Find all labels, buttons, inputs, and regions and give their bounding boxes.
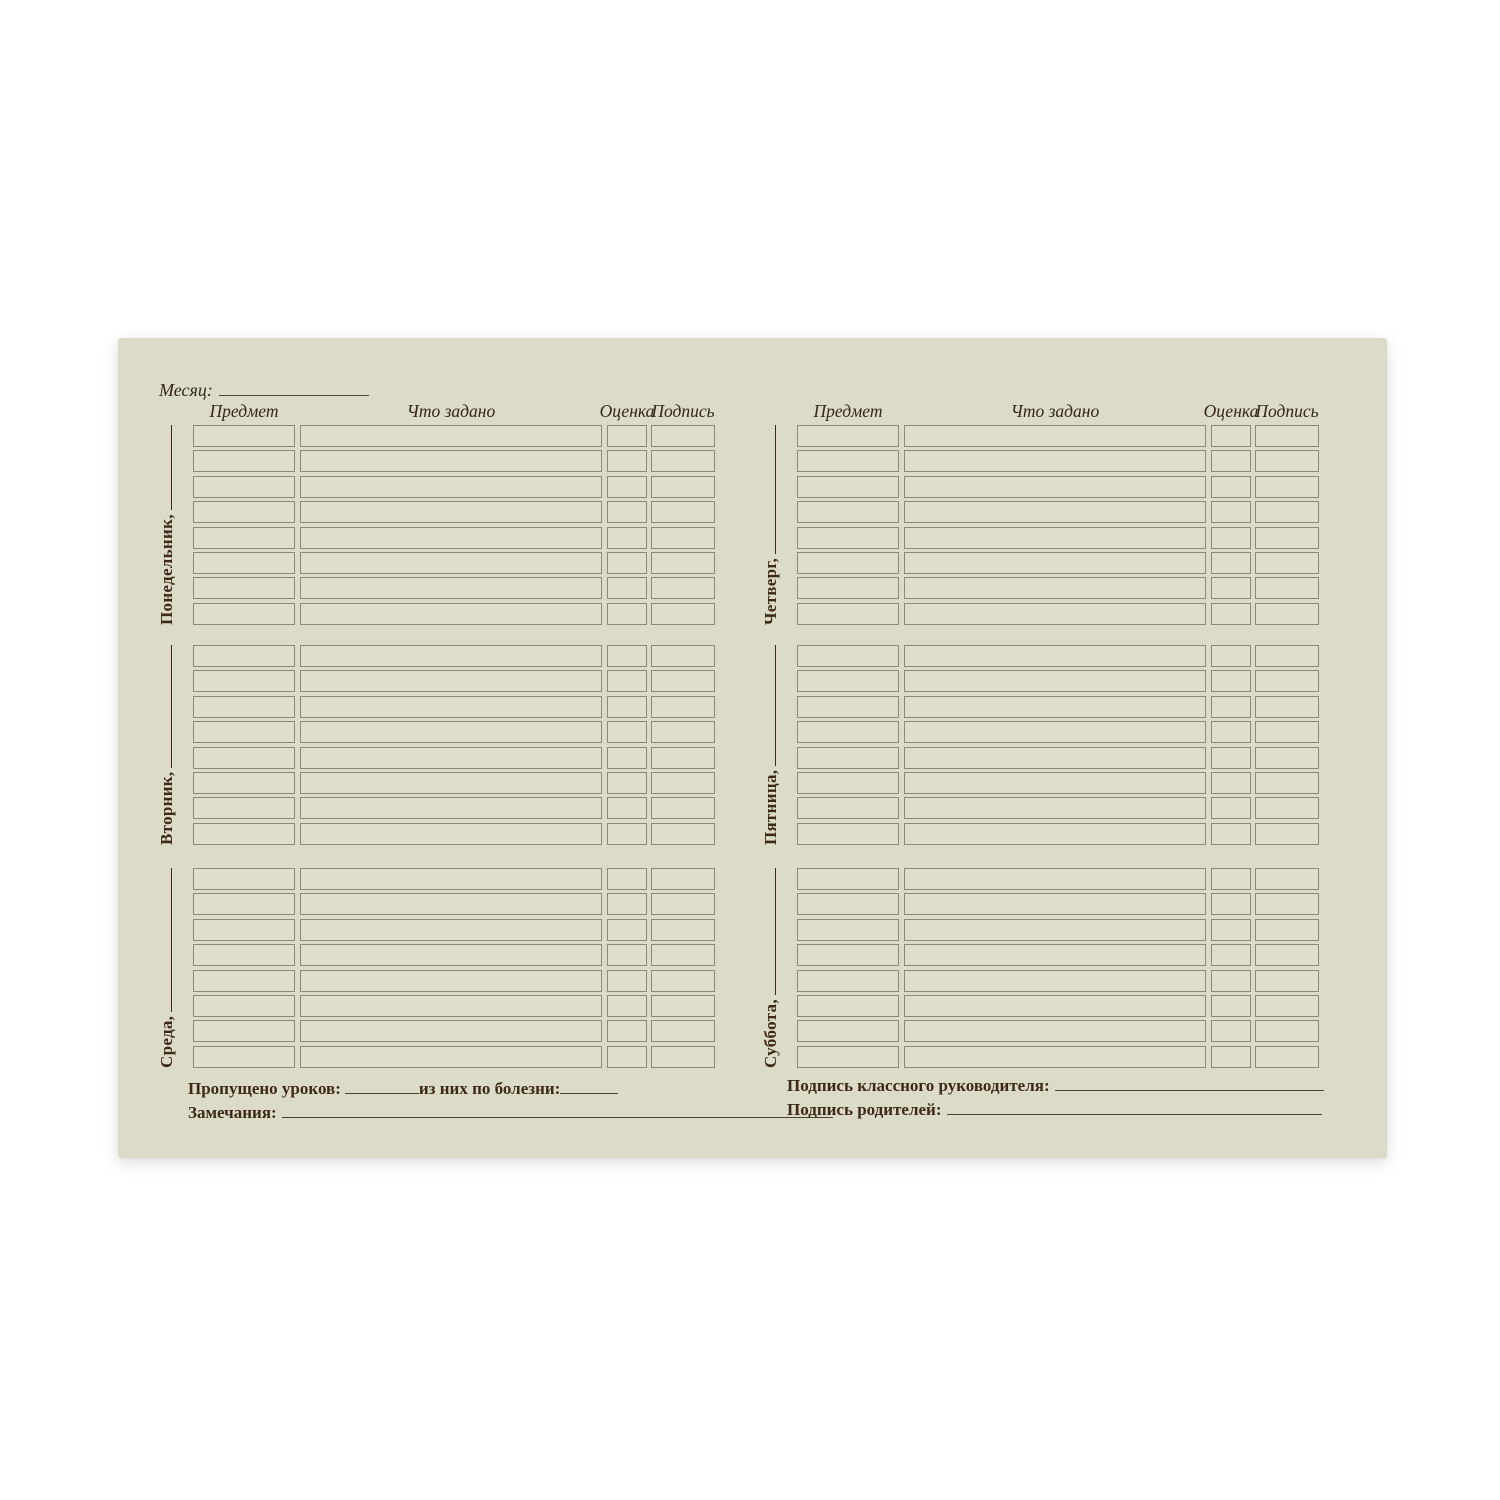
cell-homework[interactable] [300, 645, 602, 667]
cell-grade[interactable] [607, 919, 647, 941]
cell-signature[interactable] [1255, 696, 1319, 718]
lesson-row [193, 823, 715, 845]
lesson-row [193, 944, 715, 966]
lesson-row [797, 893, 1319, 915]
lesson-row [193, 603, 715, 625]
cell-signature[interactable] [1255, 970, 1319, 992]
column-header-subject: Предмет [813, 401, 883, 421]
cell-homework[interactable] [904, 721, 1206, 743]
cell-homework[interactable] [904, 645, 1206, 667]
cell-signature[interactable] [651, 577, 715, 599]
cell-subject[interactable] [797, 552, 899, 574]
cell-homework[interactable] [300, 919, 602, 941]
cell-subject[interactable] [797, 797, 899, 819]
cell-homework[interactable] [904, 670, 1206, 692]
cell-signature[interactable] [651, 603, 715, 625]
day-block [118, 868, 758, 1068]
cell-signature[interactable] [651, 552, 715, 574]
month-label: Месяц: [159, 380, 213, 400]
cell-subject[interactable] [193, 823, 295, 845]
day-name-label [758, 868, 784, 1068]
day-rows [797, 645, 1319, 845]
cell-homework[interactable] [904, 970, 1206, 992]
cell-signature[interactable] [1255, 645, 1319, 667]
date-blank-line[interactable] [158, 425, 172, 510]
cell-subject[interactable] [193, 425, 295, 447]
cell-subject[interactable] [193, 450, 295, 472]
lesson-row [193, 893, 715, 915]
cell-grade[interactable] [607, 696, 647, 718]
cell-signature[interactable] [651, 868, 715, 890]
cell-homework[interactable] [300, 501, 602, 523]
cell-grade[interactable] [607, 772, 647, 794]
cell-signature[interactable] [1255, 893, 1319, 915]
cell-signature[interactable] [651, 1046, 715, 1068]
cell-homework[interactable] [300, 527, 602, 549]
cell-grade[interactable] [1211, 944, 1251, 966]
cell-subject[interactable] [797, 772, 899, 794]
lesson-row [193, 721, 715, 743]
missed-lessons-blank[interactable] [345, 1081, 419, 1094]
cell-signature[interactable] [651, 970, 715, 992]
day-name-text: Вторник, [157, 771, 176, 845]
lesson-row [193, 970, 715, 992]
cell-subject[interactable] [797, 696, 899, 718]
cell-grade[interactable] [607, 603, 647, 625]
cell-signature[interactable] [651, 425, 715, 447]
cell-homework[interactable] [300, 670, 602, 692]
cell-homework[interactable] [904, 1046, 1206, 1068]
cell-subject[interactable] [193, 919, 295, 941]
cell-homework[interactable] [300, 476, 602, 498]
lesson-row [193, 577, 715, 599]
cell-grade[interactable] [1211, 970, 1251, 992]
cell-homework[interactable] [904, 476, 1206, 498]
cell-homework[interactable] [904, 944, 1206, 966]
day-name-label [154, 425, 180, 625]
cell-signature[interactable] [651, 944, 715, 966]
cell-grade[interactable] [1211, 893, 1251, 915]
cell-signature[interactable] [1255, 577, 1319, 599]
cell-grade[interactable] [607, 747, 647, 769]
cell-signature[interactable] [651, 823, 715, 845]
cell-homework[interactable] [300, 944, 602, 966]
cell-grade[interactable] [607, 645, 647, 667]
lesson-row [797, 1046, 1319, 1068]
cell-grade[interactable] [607, 527, 647, 549]
lesson-row [193, 476, 715, 498]
cell-signature[interactable] [651, 995, 715, 1017]
day-rows [797, 425, 1319, 625]
lesson-row [797, 772, 1319, 794]
cell-homework[interactable] [300, 868, 602, 890]
cell-homework[interactable] [904, 772, 1206, 794]
day-rows [797, 868, 1319, 1068]
parents-signature-blank[interactable] [947, 1102, 1322, 1115]
cell-signature[interactable] [651, 919, 715, 941]
column-header-grade: Оценка [1203, 401, 1259, 421]
cell-subject[interactable] [193, 501, 295, 523]
lesson-row [797, 603, 1319, 625]
cell-subject[interactable] [797, 995, 899, 1017]
cell-homework[interactable] [904, 577, 1206, 599]
cell-signature[interactable] [1255, 797, 1319, 819]
day-block [722, 425, 1362, 625]
day-block [118, 645, 758, 845]
cell-homework[interactable] [904, 501, 1206, 523]
teacher-signature-blank[interactable] [1055, 1078, 1324, 1091]
cell-subject[interactable] [193, 645, 295, 667]
cell-subject[interactable] [797, 1020, 899, 1042]
cell-subject[interactable] [797, 893, 899, 915]
lesson-row [193, 450, 715, 472]
cell-grade[interactable] [1211, 721, 1251, 743]
column-header-homework: Что задано [406, 401, 496, 421]
date-blank-line[interactable] [762, 645, 776, 766]
lesson-row [797, 1020, 1319, 1042]
cell-subject[interactable] [193, 670, 295, 692]
cell-signature[interactable] [651, 501, 715, 523]
page-right [722, 338, 1387, 1158]
cell-homework[interactable] [300, 1046, 602, 1068]
cell-grade[interactable] [1211, 476, 1251, 498]
date-blank-line[interactable] [158, 645, 172, 768]
sick-lessons-label: из них по болезни: [418, 1079, 561, 1098]
remarks-label: Замечания: [188, 1103, 277, 1122]
cell-subject[interactable] [797, 670, 899, 692]
lesson-row [797, 450, 1319, 472]
cell-signature[interactable] [651, 772, 715, 794]
cell-subject[interactable] [797, 823, 899, 845]
cell-signature[interactable] [1255, 995, 1319, 1017]
cell-homework[interactable] [300, 823, 602, 845]
cell-signature[interactable] [1255, 823, 1319, 845]
cell-subject[interactable] [797, 476, 899, 498]
cell-signature[interactable] [1255, 772, 1319, 794]
cell-grade[interactable] [1211, 501, 1251, 523]
lesson-row [193, 527, 715, 549]
cell-subject[interactable] [797, 944, 899, 966]
day-block [118, 425, 758, 625]
cell-subject[interactable] [193, 696, 295, 718]
cell-grade[interactable] [607, 1046, 647, 1068]
lesson-row [797, 670, 1319, 692]
lesson-row [193, 425, 715, 447]
cell-subject[interactable] [193, 747, 295, 769]
cell-grade[interactable] [1211, 823, 1251, 845]
cell-homework[interactable] [904, 696, 1206, 718]
day-name-label [154, 868, 180, 1068]
lesson-row [193, 995, 715, 1017]
cell-homework[interactable] [904, 893, 1206, 915]
date-blank-line[interactable] [762, 425, 776, 554]
cell-homework[interactable] [904, 797, 1206, 819]
cell-subject[interactable] [193, 552, 295, 574]
cell-homework[interactable] [300, 747, 602, 769]
cell-signature[interactable] [651, 645, 715, 667]
column-header-grade: Оценка [599, 401, 655, 421]
parents-signature-row [787, 1100, 1322, 1120]
cell-signature[interactable] [651, 450, 715, 472]
day-name-label [758, 645, 784, 845]
cell-signature[interactable] [651, 893, 715, 915]
cell-signature[interactable] [1255, 721, 1319, 743]
cell-signature[interactable] [1255, 1046, 1319, 1068]
cell-signature[interactable] [1255, 670, 1319, 692]
cell-grade[interactable] [607, 552, 647, 574]
cell-grade[interactable] [1211, 577, 1251, 599]
cell-homework[interactable] [300, 577, 602, 599]
day-rows [193, 868, 715, 1068]
cell-homework[interactable] [300, 603, 602, 625]
date-blank-line[interactable] [158, 868, 172, 1012]
cell-signature[interactable] [1255, 944, 1319, 966]
cell-grade[interactable] [607, 425, 647, 447]
cell-grade[interactable] [1211, 747, 1251, 769]
cell-signature[interactable] [1255, 552, 1319, 574]
cell-grade[interactable] [1211, 603, 1251, 625]
cell-grade[interactable] [1211, 797, 1251, 819]
date-blank-line[interactable] [762, 868, 776, 995]
cell-grade[interactable] [1211, 772, 1251, 794]
cell-homework[interactable] [904, 823, 1206, 845]
cell-subject[interactable] [797, 527, 899, 549]
day-block [722, 868, 1362, 1068]
cell-homework[interactable] [300, 552, 602, 574]
cell-signature[interactable] [1255, 603, 1319, 625]
cell-grade[interactable] [607, 797, 647, 819]
day-name-label [758, 425, 784, 625]
cell-signature[interactable] [1255, 476, 1319, 498]
cell-grade[interactable] [1211, 1046, 1251, 1068]
cell-grade[interactable] [1211, 868, 1251, 890]
cell-subject[interactable] [797, 501, 899, 523]
cell-grade[interactable] [1211, 919, 1251, 941]
cell-signature[interactable] [1255, 747, 1319, 769]
cell-homework[interactable] [904, 995, 1206, 1017]
cell-subject[interactable] [797, 450, 899, 472]
cell-grade[interactable] [607, 577, 647, 599]
cell-signature[interactable] [1255, 425, 1319, 447]
day-name-text: Пятница, [761, 769, 780, 845]
cell-subject[interactable] [797, 868, 899, 890]
cell-subject[interactable] [193, 868, 295, 890]
lesson-row [797, 919, 1319, 941]
lesson-row [193, 1046, 715, 1068]
cell-homework[interactable] [300, 721, 602, 743]
lesson-row [797, 970, 1319, 992]
cell-subject[interactable] [797, 425, 899, 447]
lesson-row [797, 425, 1319, 447]
lesson-row [193, 501, 715, 523]
cell-subject[interactable] [797, 721, 899, 743]
column-header-subject: Предмет [209, 401, 279, 421]
cell-subject[interactable] [193, 970, 295, 992]
cell-homework[interactable] [904, 919, 1206, 941]
cell-subject[interactable] [193, 995, 295, 1017]
sick-lessons-blank[interactable] [560, 1081, 618, 1094]
cell-grade[interactable] [607, 868, 647, 890]
cell-grade[interactable] [607, 970, 647, 992]
cell-grade[interactable] [1211, 527, 1251, 549]
lesson-row [797, 823, 1319, 845]
cell-signature[interactable] [651, 696, 715, 718]
lesson-row [193, 645, 715, 667]
cell-grade[interactable] [607, 670, 647, 692]
lesson-row [193, 919, 715, 941]
cell-homework[interactable] [904, 552, 1206, 574]
cell-subject[interactable] [193, 577, 295, 599]
day-name-text: Среда, [157, 1015, 176, 1068]
cell-subject[interactable] [193, 603, 295, 625]
month-blank-line[interactable] [219, 382, 369, 396]
lesson-row [193, 670, 715, 692]
cell-homework[interactable] [904, 1020, 1206, 1042]
cell-grade[interactable] [607, 501, 647, 523]
cell-subject[interactable] [193, 893, 295, 915]
cell-homework[interactable] [300, 772, 602, 794]
lesson-row [193, 696, 715, 718]
cell-homework[interactable] [904, 450, 1206, 472]
lesson-row [797, 552, 1319, 574]
cell-signature[interactable] [651, 747, 715, 769]
cell-grade[interactable] [1211, 696, 1251, 718]
teacher-signature-label: Подпись классного руководителя: [787, 1076, 1050, 1095]
cell-subject[interactable] [797, 970, 899, 992]
cell-subject[interactable] [797, 603, 899, 625]
cell-homework[interactable] [300, 450, 602, 472]
lesson-row [193, 868, 715, 890]
cell-subject[interactable] [193, 944, 295, 966]
column-header-homework: Что задано [1010, 401, 1100, 421]
cell-subject[interactable] [193, 721, 295, 743]
lesson-row [797, 476, 1319, 498]
parents-signature-label: Подпись родителей: [787, 1100, 942, 1119]
page-left [118, 338, 758, 1158]
cell-grade[interactable] [1211, 670, 1251, 692]
cell-subject[interactable] [797, 645, 899, 667]
cell-signature[interactable] [1255, 868, 1319, 890]
teacher-signature-row [787, 1076, 1324, 1096]
cell-subject[interactable] [193, 772, 295, 794]
cell-signature[interactable] [651, 721, 715, 743]
cell-homework[interactable] [300, 797, 602, 819]
cell-grade[interactable] [607, 476, 647, 498]
cell-signature[interactable] [1255, 501, 1319, 523]
day-name-text: Понедельник, [157, 514, 176, 625]
day-rows [193, 645, 715, 845]
lesson-row [797, 868, 1319, 890]
cell-grade[interactable] [1211, 1020, 1251, 1042]
cell-subject[interactable] [193, 527, 295, 549]
cell-homework[interactable] [300, 995, 602, 1017]
cell-subject[interactable] [797, 1046, 899, 1068]
lesson-row [193, 552, 715, 574]
lesson-row [193, 747, 715, 769]
cell-subject[interactable] [797, 577, 899, 599]
cell-homework[interactable] [904, 747, 1206, 769]
cell-subject[interactable] [797, 747, 899, 769]
column-header-signature: Подпись [651, 401, 715, 421]
cell-grade[interactable] [607, 450, 647, 472]
cell-signature[interactable] [1255, 527, 1319, 549]
cell-homework[interactable] [904, 603, 1206, 625]
lesson-row [797, 645, 1319, 667]
cell-signature[interactable] [651, 1020, 715, 1042]
lesson-row [797, 747, 1319, 769]
cell-grade[interactable] [607, 721, 647, 743]
missed-lessons-row [188, 1079, 618, 1099]
cell-subject[interactable] [797, 919, 899, 941]
cell-subject[interactable] [193, 476, 295, 498]
day-name-label [154, 645, 180, 845]
cell-grade[interactable] [1211, 552, 1251, 574]
cell-signature[interactable] [651, 476, 715, 498]
lesson-row [797, 721, 1319, 743]
day-rows [193, 425, 715, 625]
lesson-row [193, 1020, 715, 1042]
cell-homework[interactable] [300, 425, 602, 447]
cell-homework[interactable] [904, 527, 1206, 549]
cell-signature[interactable] [651, 797, 715, 819]
cell-grade[interactable] [1211, 425, 1251, 447]
cell-homework[interactable] [904, 425, 1206, 447]
cell-signature[interactable] [1255, 450, 1319, 472]
cell-signature[interactable] [1255, 1020, 1319, 1042]
day-name-text: Суббота, [761, 999, 780, 1068]
day-block [722, 645, 1362, 845]
cell-grade[interactable] [607, 823, 647, 845]
month-field [159, 380, 369, 401]
cell-subject[interactable] [193, 1020, 295, 1042]
cell-grade[interactable] [1211, 450, 1251, 472]
lesson-row [797, 696, 1319, 718]
cell-subject[interactable] [193, 797, 295, 819]
lesson-row [797, 944, 1319, 966]
cell-homework[interactable] [300, 893, 602, 915]
cell-grade[interactable] [607, 1020, 647, 1042]
cell-subject[interactable] [193, 1046, 295, 1068]
cell-homework[interactable] [300, 1020, 602, 1042]
cell-signature[interactable] [1255, 919, 1319, 941]
cell-grade[interactable] [607, 995, 647, 1017]
lesson-row [797, 797, 1319, 819]
cell-signature[interactable] [651, 670, 715, 692]
cell-homework[interactable] [300, 970, 602, 992]
lesson-row [797, 577, 1319, 599]
cell-signature[interactable] [651, 527, 715, 549]
day-name-text: Четверг, [761, 557, 780, 625]
cell-grade[interactable] [607, 893, 647, 915]
lesson-row [193, 797, 715, 819]
column-header-signature: Подпись [1255, 401, 1319, 421]
cell-grade[interactable] [1211, 995, 1251, 1017]
lesson-row [797, 995, 1319, 1017]
missed-lessons-label: Пропущено уроков: [188, 1079, 341, 1098]
diary-week-spread [118, 338, 1387, 1158]
lesson-row [193, 772, 715, 794]
lesson-row [797, 527, 1319, 549]
cell-homework[interactable] [300, 696, 602, 718]
lesson-row [797, 501, 1319, 523]
cell-homework[interactable] [904, 868, 1206, 890]
cell-grade[interactable] [607, 944, 647, 966]
cell-grade[interactable] [1211, 645, 1251, 667]
